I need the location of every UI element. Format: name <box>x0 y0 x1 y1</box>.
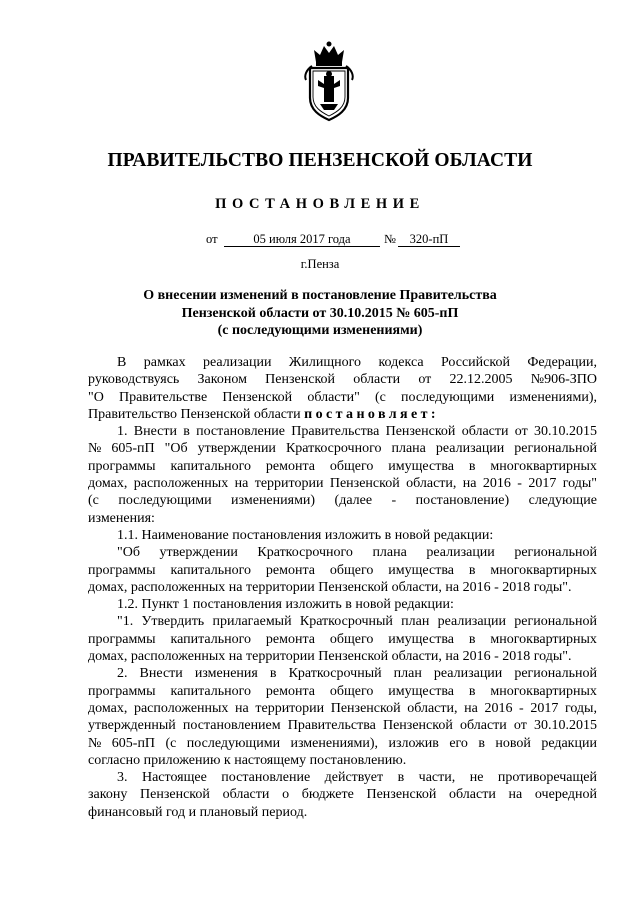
word: программы <box>88 458 156 474</box>
word: - <box>517 476 522 492</box>
word: территории <box>255 700 325 716</box>
title-line: О внесении изменений в постановление Правительства <box>143 288 497 303</box>
word: части, <box>418 770 456 786</box>
word: региональной <box>514 441 597 457</box>
title-line: Пензенской области от 30.10.2015 № 605-пП <box>181 305 459 321</box>
word: домах, <box>88 700 128 716</box>
word: "О <box>88 389 104 405</box>
word: 605-пП <box>111 735 156 751</box>
word: 30.10.2015 <box>533 718 597 734</box>
word: ремонта <box>265 562 315 578</box>
word: многоквартирных <box>490 458 597 474</box>
word: Краткосрочный <box>288 666 382 682</box>
word: последующими <box>186 735 281 751</box>
word: Пензенской <box>330 700 401 716</box>
body-line <box>88 423 597 440</box>
word: годы, <box>564 700 597 716</box>
word: № <box>88 735 102 751</box>
word: закону <box>88 787 128 803</box>
word: расположенных <box>133 700 229 716</box>
word: 605-пП <box>111 441 155 457</box>
word: в <box>468 562 476 578</box>
word: на <box>235 700 249 716</box>
word: постановление <box>196 424 285 440</box>
word: Правительства <box>291 424 380 440</box>
body-line <box>88 406 597 423</box>
word: Внести <box>139 666 183 682</box>
word: Пензенской <box>265 372 336 388</box>
number-prefix: № <box>384 232 396 246</box>
word: имущества <box>388 683 454 699</box>
word: области, <box>407 700 458 716</box>
word: капитального <box>170 631 251 647</box>
date-number-line <box>0 232 640 252</box>
word: ремонта <box>265 458 315 474</box>
word: Российской <box>440 355 510 370</box>
word: редакции <box>541 735 597 751</box>
word: Настоящее <box>141 770 207 786</box>
word: имущества <box>388 458 454 474</box>
word: последующими <box>401 389 495 405</box>
word: общего <box>329 683 374 699</box>
word: Утвердить <box>141 614 205 630</box>
coat-of-arms-icon <box>298 40 360 122</box>
body-line <box>88 717 597 734</box>
word: план <box>393 666 422 682</box>
government-name: ПРАВИТЕЛЬСТВО ПЕНЗЕНСКОЙ ОБЛАСТИ <box>107 150 533 171</box>
word: ремонта <box>265 683 315 699</box>
body-line <box>88 735 597 752</box>
word: Пензенской <box>140 787 210 803</box>
body-line <box>88 683 597 700</box>
word: Правительстве <box>118 389 208 405</box>
word: о <box>282 787 290 803</box>
word: изменения <box>194 666 258 682</box>
word: общего <box>329 458 374 474</box>
word: реализации <box>433 666 503 682</box>
word: рамках <box>143 355 186 370</box>
body-line <box>88 492 597 509</box>
word: 22.12.2005 <box>449 372 513 388</box>
word: кодекса <box>378 355 424 370</box>
word: в <box>468 458 476 474</box>
word: постановление <box>221 770 311 786</box>
word: "Об <box>164 441 188 457</box>
word: территории <box>254 476 324 492</box>
word: Краткосрочный <box>299 614 393 630</box>
body-line: финансовый год и плановый период. <box>88 804 308 820</box>
word: 2016 <box>482 476 511 492</box>
word: многоквартирных <box>490 683 597 699</box>
word: следующие <box>528 493 597 509</box>
word: капитального <box>170 562 251 578</box>
word: области <box>222 787 270 803</box>
word: ремонта <box>265 631 315 647</box>
word: в <box>269 666 277 682</box>
body-text: Правительство Пензенской области <box>88 406 305 422</box>
word: от <box>514 424 528 440</box>
word: расположенных <box>133 476 229 492</box>
word: Жилищного <box>288 355 362 370</box>
word: области <box>459 718 507 734</box>
word: (с <box>374 389 386 405</box>
word: "Об <box>117 545 140 561</box>
word: региональной <box>514 614 597 630</box>
word: план <box>401 614 430 630</box>
word: области" <box>307 389 360 405</box>
body-line <box>88 354 597 371</box>
body-line <box>88 371 597 388</box>
word: противоречащей <box>497 770 597 786</box>
word: №906-ЗПО <box>530 372 597 388</box>
word: плана <box>372 545 407 561</box>
word: (с <box>88 493 99 509</box>
body-line <box>88 458 597 475</box>
body-line <box>88 544 597 561</box>
word: на <box>464 700 478 716</box>
word: - <box>391 493 397 509</box>
document-date: 05 июля 2017 года <box>224 232 380 247</box>
body-line: домах, расположенных на территории Пензенской области, на 2016 - 2018 годы". <box>88 579 572 595</box>
document-title <box>0 287 640 340</box>
word: Пензенской <box>329 476 400 492</box>
word: 2017 <box>528 476 557 492</box>
body-line <box>88 665 597 682</box>
word: 2016 <box>484 700 513 716</box>
word: в <box>478 735 485 751</box>
emphasized-word: постановляет: <box>304 406 439 422</box>
word: утвержденный <box>88 718 176 734</box>
word: области <box>353 372 401 388</box>
word: Федерации, <box>527 355 597 370</box>
word: Пензенской <box>382 718 453 734</box>
body-line <box>88 786 597 803</box>
word: от <box>513 718 527 734</box>
word: бюджете <box>301 787 354 803</box>
word: в <box>468 631 476 647</box>
word: Пензенской <box>366 787 437 803</box>
word: программы <box>88 631 156 647</box>
word: В <box>117 355 127 370</box>
word: реализации <box>203 355 272 370</box>
body-line: согласно приложению к настоящему постановлению. <box>88 752 407 768</box>
title-line: (с последующими изменениями) <box>217 323 423 338</box>
word: 30.10.2015 <box>533 424 597 440</box>
body-line <box>88 389 597 406</box>
word: новой <box>495 735 531 751</box>
word: "1. <box>117 614 134 630</box>
word: региональной <box>514 666 597 682</box>
word: изменениями), <box>290 735 379 751</box>
word: плана <box>391 441 426 457</box>
word: Пензенской <box>385 424 456 440</box>
body-line <box>88 440 597 457</box>
word: последующими <box>118 493 212 509</box>
word: в <box>183 424 190 440</box>
body-line: домах, расположенных на территории Пензенской области, на 2016 - 2018 годы". <box>88 649 572 665</box>
word: изложив <box>388 735 439 751</box>
word: многоквартирных <box>490 631 597 647</box>
word: изменениями), <box>509 389 597 405</box>
word: годы" <box>562 476 597 492</box>
word: его <box>449 735 468 751</box>
word: постановлением <box>182 718 281 734</box>
body-line <box>88 613 597 630</box>
body-line: 1.1. Наименование постановления изложить в новой редакции: <box>117 527 494 543</box>
word: (далее <box>334 493 373 509</box>
word: (с <box>165 735 177 751</box>
word: Законом <box>197 372 247 388</box>
word: на <box>508 787 523 803</box>
word: не <box>469 770 484 786</box>
document-number: 320-пП <box>398 232 460 247</box>
body-line: изменения: <box>88 510 155 526</box>
document-type: ПОСТАНОВЛЕНИЕ <box>215 196 425 212</box>
word: реализации <box>437 614 507 630</box>
word: Краткосрочного <box>257 545 353 561</box>
word: домах, <box>88 476 128 492</box>
word: действует <box>324 770 384 786</box>
word: 2017 <box>530 700 559 716</box>
word: изменениями) <box>231 493 316 509</box>
word: Внести <box>133 424 177 440</box>
word: прилагаемый <box>212 614 292 630</box>
body-line <box>88 562 597 579</box>
word: программы <box>88 562 156 578</box>
word: Пензенской <box>222 389 293 405</box>
word: программы <box>88 683 156 699</box>
word: в <box>468 683 476 699</box>
body-line <box>88 631 597 648</box>
word: 1. <box>117 424 128 440</box>
date-prefix: от <box>206 232 218 246</box>
word: утверждении <box>197 441 276 457</box>
word: региональной <box>514 545 597 561</box>
word: очередной <box>534 787 597 803</box>
word: общего <box>329 562 374 578</box>
body-line <box>88 769 597 786</box>
body-line: 1.2. Пункт 1 постановления изложить в новой редакции: <box>117 597 454 613</box>
word: 2. <box>117 666 128 682</box>
word: имущества <box>388 631 454 647</box>
word: области <box>461 424 509 440</box>
word: капитального <box>170 683 251 699</box>
word: области, <box>406 476 457 492</box>
body-line <box>88 475 597 492</box>
word: имущества <box>388 562 454 578</box>
word: на <box>462 476 477 492</box>
word: реализации <box>426 545 495 561</box>
word: многоквартирных <box>490 562 597 578</box>
word: в <box>397 770 405 786</box>
word: руководствуясь <box>88 372 180 388</box>
body-line <box>88 700 597 717</box>
word: на <box>234 476 249 492</box>
word: капитального <box>170 458 251 474</box>
city-name: г.Пенза <box>300 257 340 271</box>
word: Правительства <box>287 718 376 734</box>
word: Краткосрочного <box>285 441 382 457</box>
word: № <box>88 441 102 457</box>
word: общего <box>329 631 374 647</box>
word: утверждении <box>159 545 238 561</box>
word: постановление) <box>415 493 510 509</box>
document-body <box>88 354 597 821</box>
word: реализации <box>435 441 505 457</box>
word: 3. <box>117 770 128 786</box>
word: области <box>449 787 496 803</box>
word: от <box>418 372 432 388</box>
word: - <box>519 700 524 716</box>
